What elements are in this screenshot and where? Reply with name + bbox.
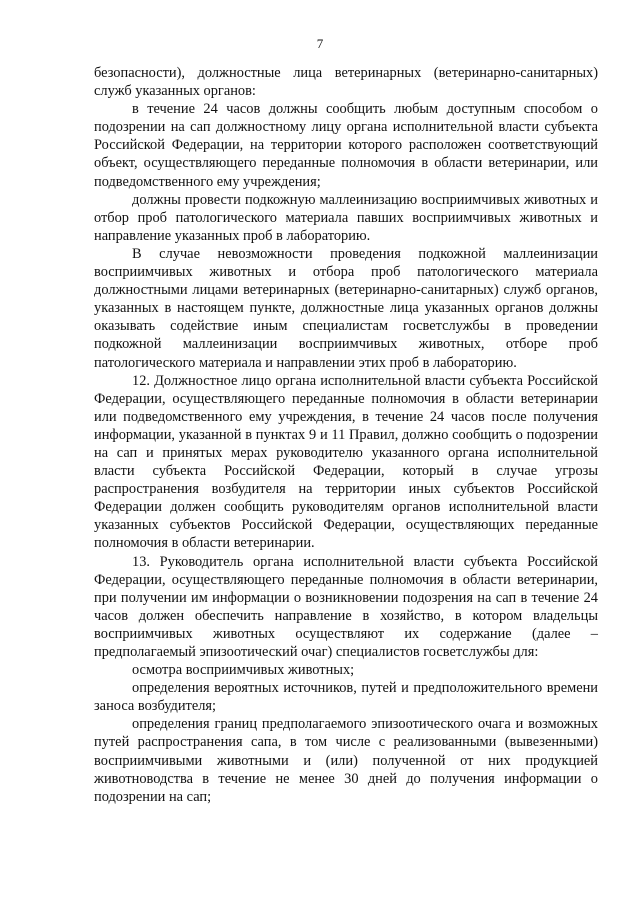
- document-body: [94, 64, 598, 806]
- paragraph: осмотра восприимчивых животных;: [132, 662, 355, 679]
- paragraph: определения границ предполагаемого эпизоотического очага и возможных путей распространения сапа, в том числе с реализованными (вывезенными) восприимчивыми животными и (или) полученной от них продукцией животноводства в течение не менее 30 дней до получения информации о подозрении на сап;: [94, 716, 598, 805]
- paragraph: 13. Руководитель органа исполнительной власти субъекта Российской Федерации, осуществляющего переданные полномочия в области ветеринарии, при получении им информации о возникновении подозрения на сап в течение 24 часов должен обеспечить направление в хозяйство, в котором владельцы восприимчивых животных осуществляют их содержание (далее – предполагаемый эпизоотический очаг) специалистов госветслужбы для:: [94, 553, 598, 660]
- paragraph: безопасности), должностные лица ветеринарных (ветеринарно-санитарных) служб указанных органов:: [94, 65, 598, 100]
- paragraph: определения вероятных источников, путей и предположительного времени заноса возбудителя;: [94, 680, 598, 715]
- paragraph: в течение 24 часов должны сообщить любым доступным способом о подозрении на сап должностному лицу органа исполнительной власти субъекта Российской Федерации, на территории которого расположен соответствующий объект, осуществляющего переданные полномочия в области ветеринарии, или подведомственного ему учреждения;: [94, 101, 598, 190]
- paragraph: должны провести подкожную маллеинизацию восприимчивых животных и отбор проб патологического материала павших восприимчивых животных и направление указанных проб в лабораторию.: [94, 191, 598, 244]
- page-number: 7: [316, 36, 324, 51]
- paragraph: 12. Должностное лицо органа исполнительной власти субъекта Российской Федерации, осуществляющего переданные полномочия в области ветеринарии или подведомственного ему учреждения, в течение 24 часов после получения информации, указанной в пунктах 9 и 11 Правил, должно сообщить о подозрении на сап и принятых мерах руководителю указанного органа исполнительной власти субъекта Российской Федерации, который в случае угрозы распространения возбудителя на территории иных субъектов Российской Федерации должен сообщить руководителям органов исполнительной власти указанных субъектов Российской Федерации, осуществляющих переданные полномочия в области ветеринарии.: [94, 372, 598, 552]
- paragraph: В случае невозможности проведения подкожной маллеинизации восприимчивых животных и отбора проб патологического материала должностными лицами ветеринарных (ветеринарно-санитарных) служб органов, указанных в настоящем пункте, должностные лица указанных органов должны оказывать содействие иным специалистам госветслужбы в проведении подкожной маллеинизации восприимчивых животных, отборе проб патологического материала и направлении этих проб в лабораторию.: [94, 245, 598, 371]
